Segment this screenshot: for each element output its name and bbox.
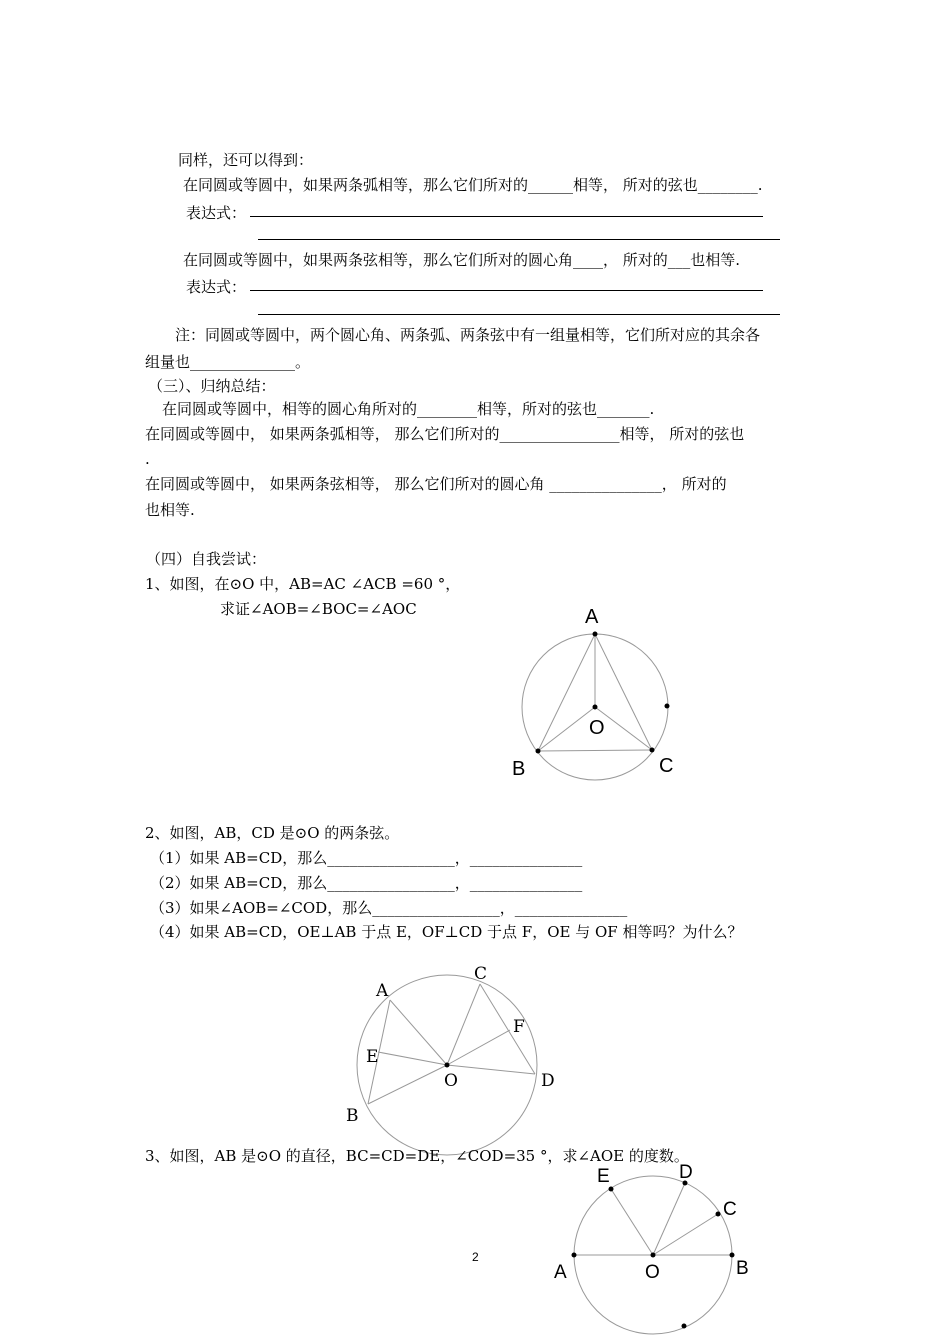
summary-line-3-end: 也相等. [145, 501, 195, 519]
figure2-label-f: F [513, 1017, 525, 1037]
figure2-label-e: E [366, 1047, 379, 1067]
note-line-1: 注：同圆或等圆中，两个圆心角、两条弧、两条弦中有一组量相等，它们所对应的其余各 [175, 326, 761, 344]
figure2-label-a: A [376, 981, 389, 1001]
section4-heading: （四）自我尝试： [146, 550, 267, 568]
figure1-label-c: C [659, 755, 674, 777]
figure2-label-d: D [541, 1071, 555, 1091]
question3-line-1: 3、如图，AB 是⊙O 的直径，BC=CD=DE，∠COD=35 °，求∠AOE 的度数。 [145, 1147, 689, 1165]
question2-part-3: （3）如果∠AOB=∠COD，那么_________________，_______________ [150, 899, 628, 917]
expression-label-2: 表达式： [186, 278, 247, 296]
question2-part-1: （1）如果 AB=CD，那么_________________，_______________ [150, 849, 583, 867]
note-line-2: 组量也______________。 [145, 353, 311, 371]
figure1-label-o: O [589, 717, 605, 739]
arcs-theorem-line: 在同圆或等圆中，如果两条弧相等，那么它们所对的______相等， 所对的弦也________. [183, 176, 763, 194]
figure2-label-c: C [474, 964, 488, 984]
summary-line-2-end: . [145, 450, 150, 468]
question2-part-4: （4）如果 AB=CD，OE⊥AB 于点 E，OF⊥CD 于点 F，OE 与 OF 相等吗？为什么？ [150, 923, 743, 941]
figure3-label-e: E [597, 1166, 610, 1187]
question1-line-1: 1、如图，在⊙O 中，AB=AC ∠ACB =60 °， [145, 575, 461, 593]
summary-line-1: 在同圆或等圆中，相等的圆心角所对的________相等，所对的弦也_______. [162, 400, 655, 418]
figure3-label-c: C [723, 1199, 737, 1220]
figure2-label-b: B [346, 1106, 359, 1126]
summary-line-3: 在同圆或等圆中， 如果两条弦相等， 那么它们所对的圆心角 _______________， 所对的 [145, 475, 727, 493]
figure2-label-o: O [444, 1071, 458, 1091]
question1-line-2: 求证∠AOB=∠BOC=∠AOC [220, 600, 417, 618]
page-number: 2 [472, 1250, 479, 1264]
expression-label-1: 表达式： [186, 204, 247, 222]
question2-part-2: （2）如果 AB=CD，那么_________________，_______________ [150, 874, 583, 892]
figure3-label-a: A [554, 1262, 567, 1283]
chords-theorem-line: 在同圆或等圆中，如果两条弦相等，那么它们所对的圆心角____， 所对的___也相等. [183, 251, 741, 269]
intro-line: 同样，还可以得到： [178, 151, 314, 169]
figure1-label-a: A [585, 606, 599, 628]
summary-line-2: 在同圆或等圆中， 如果两条弧相等， 那么它们所对的________________相等， 所对的弦也 [145, 425, 745, 443]
figure3-label-d: D [679, 1162, 693, 1183]
question2-line-1: 2、如图，AB，CD 是⊙O 的两条弦。 [145, 824, 400, 842]
figure1-label-b: B [512, 758, 526, 780]
figure3-label-b: B [736, 1258, 749, 1279]
figure3-label-o: O [645, 1262, 660, 1283]
section3-heading: （三）、归纳总结： [148, 377, 276, 395]
